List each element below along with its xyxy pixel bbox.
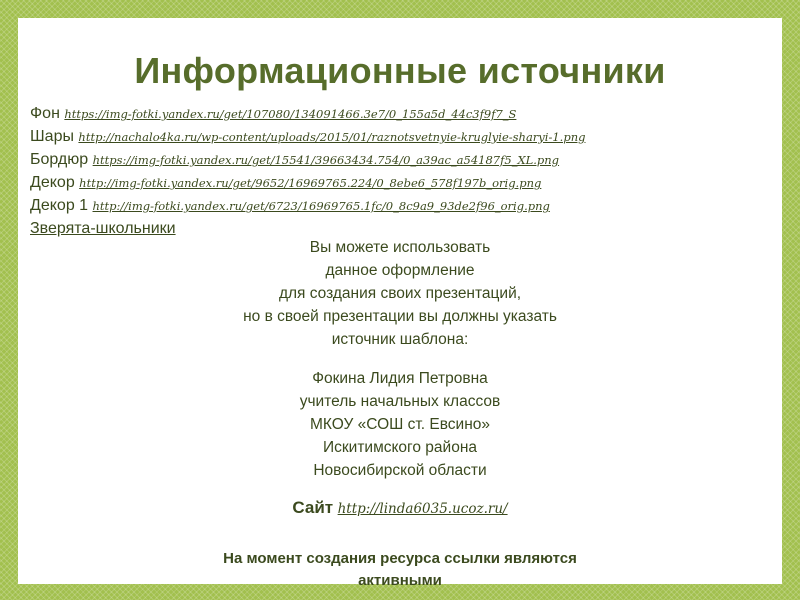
links-active-note bbox=[18, 548, 782, 592]
author-info bbox=[18, 367, 782, 482]
footer-line: активными bbox=[358, 572, 442, 589]
source-link[interactable]: https://img-fotki.yandex.ru/get/107080/134091466.3e7/0_155a5d_44c3f9f7_S bbox=[64, 107, 517, 121]
source-label: Фон bbox=[30, 105, 60, 122]
source-label: Бордюр bbox=[30, 151, 89, 168]
source-row-decor bbox=[30, 171, 776, 194]
site-label: Сайт bbox=[292, 498, 334, 517]
notice-line: но в своей презентации вы должны указать bbox=[243, 308, 557, 325]
notice-line: источник шаблона: bbox=[331, 331, 469, 348]
page-title: Информационные источники bbox=[134, 50, 666, 91]
site-line bbox=[18, 498, 782, 518]
author-line: Новосибирской области bbox=[313, 462, 487, 479]
footer-line: На момент создания ресурса ссылки являются bbox=[223, 550, 577, 567]
notice-line: для создания своих презентаций, bbox=[278, 285, 522, 302]
source-label: Декор 1 bbox=[30, 197, 89, 214]
content-panel bbox=[18, 18, 782, 589]
source-row-background bbox=[30, 102, 776, 125]
author-line: Искитимского района bbox=[322, 439, 477, 456]
source-label: Декор bbox=[30, 174, 75, 191]
site-link[interactable]: http://linda6035.ucoz.ru/ bbox=[337, 501, 508, 517]
source-link[interactable]: https://img-fotki.yandex.ru/get/15541/39663434.754/0_a39ac_a54187f5_XL.png bbox=[92, 153, 560, 167]
source-label: Шары bbox=[30, 128, 74, 145]
source-link[interactable]: http://img-fotki.yandex.ru/get/9652/16969765.224/0_8ebe6_578f197b_orig.png bbox=[79, 176, 542, 190]
source-link[interactable]: http://img-fotki.yandex.ru/get/6723/16969765.1fc/0_8c9a9_93de2f96_orig.png bbox=[92, 199, 550, 213]
author-line: МКОУ «СОШ ст. Евсино» bbox=[309, 416, 491, 433]
sources-list bbox=[30, 102, 776, 240]
notice-line: данное оформление bbox=[325, 262, 475, 279]
source-row-balls bbox=[30, 125, 776, 148]
author-line: Фокина Лидия Петровна bbox=[312, 370, 488, 387]
source-link[interactable]: http://nachalo4ka.ru/wp-content/uploads/2015/01/raznotsvetnyie-kruglyie-sharyi-1.png bbox=[78, 130, 586, 144]
source-link-animals[interactable]: Зверята-школьники bbox=[30, 220, 176, 237]
usage-notice bbox=[18, 236, 782, 351]
author-line: учитель начальных классов bbox=[299, 393, 501, 410]
source-row-border bbox=[30, 148, 776, 171]
source-row-decor-1 bbox=[30, 194, 776, 217]
notice-line: Вы можете использовать bbox=[309, 239, 491, 256]
